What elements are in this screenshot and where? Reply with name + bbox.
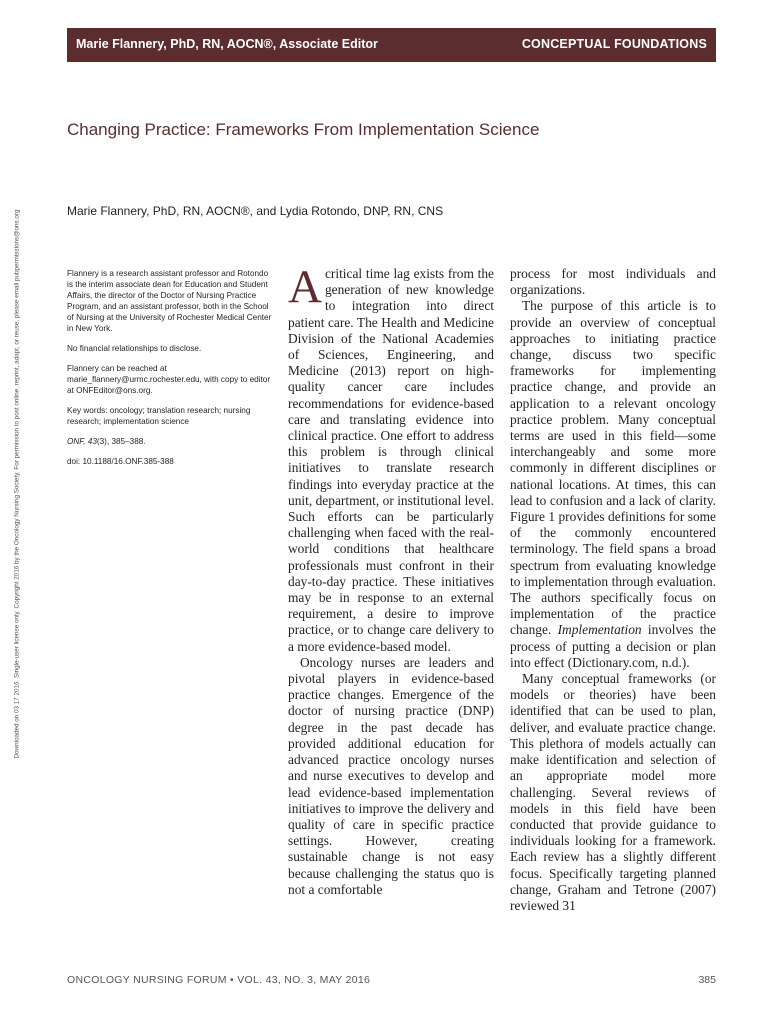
keywords: Key words: oncology; translation research; nursing research; implementation science xyxy=(67,406,251,426)
article-authors: Marie Flannery, PhD, RN, AOCN®, and Lydia Rotondo, DNP, RN, CNS xyxy=(67,204,444,218)
author-bio: Flannery is a research assistant professor and Rotondo is the interim associate dean for Education and Student Affairs, the director of the Doctor of Nursing Practice Program, and an assistant professor, both in the School of Nursing at the University of Rochester Medical Center in New York. xyxy=(67,269,272,333)
citation-journal: ONF, 43 xyxy=(67,437,97,446)
paragraph-text: critical time lag exists from the generation of new knowledge to integration into direct patient care. The Health and Medicine Division of the National Academies of Sciences, Engineering, and Medicine (2013) report on high-quality cancer care includes recommendations for evidence-based care and translating evidence into clinical practice. One effort to address this problem is through clinical initiatives to translate research findings into everyday practice at the unit, department, or institutional level. Such efforts can be particularly challenging when faced with the real-world conditions that healthcare professionals must confront in their day-to-day practice. These initiatives may be in response to an external requirement, a desire to improve practice, or to change care delivery to a more evidence-based model. xyxy=(288,266,494,654)
header-section: CONCEPTUAL FOUNDATIONS xyxy=(521,37,707,51)
page-number: 385 xyxy=(698,974,716,986)
article-title: Changing Practice: Frameworks From Implementation Science xyxy=(67,120,540,139)
drop-cap: A xyxy=(288,261,322,313)
footer-journal-info: ONCOLOGY NURSING FORUM • VOL. 43, NO. 3, MAY 2016 xyxy=(67,974,371,986)
body-paragraph xyxy=(510,298,716,671)
running-header xyxy=(67,28,716,62)
emphasized-term: Implementation xyxy=(557,622,642,638)
body-column-1 xyxy=(288,261,494,898)
citation-rest: (3), 385–388. xyxy=(96,437,146,446)
contact-info: Flannery can be reached at marie_flannery@urmc.rochester.edu, with copy to editor at ONFEditor@ons.org. xyxy=(67,364,271,395)
body-paragraph: Many conceptual frameworks (or models or theories) have been identified that can be used to plan, deliver, and evaluate practice change. This plethora of models actually can make identification and selection of an appropriate model more challenging. Several reviews of models in this field have been conducted that provide guidance to individuals looking for a framework. Each review has a slightly different focus. Specifically targeting planned change, Graham and Tetrone (2007) reviewed 31 xyxy=(510,671,716,913)
header-editor: Marie Flannery, PhD, RN, AOCN®, Associate Editor xyxy=(76,37,378,51)
body-column-2 xyxy=(510,266,716,914)
copyright-notice xyxy=(11,140,23,828)
copyright-notice-text: Downloaded on 03 17 2016. Single-user license only. Copyright 2016 by the Oncology Nursing Society. For permission to post online, reprint, adapt, or reuse, please email pubpermissions@ons.org xyxy=(13,209,21,759)
body-paragraph: Oncology nurses are leaders and pivotal players in evidence-based practice changes. Emergence of the doctor of nursing practice (DNP) degree in the past decade has provided additional education for advanced practice oncology nurses and nurse executives to develop and lead evidence-based implementation initiatives to improve the delivery and quality of care in specific practice settings. However, creating sustainable change is not easy because challenging the status quo is not a comfortable xyxy=(288,654,494,897)
paragraph-text: The purpose of this article is to provide an overview of conceptual approaches to initiating practice change, discuss two specific frameworks for implementing practice change, and provide an application to a relevant oncology practice problem. Many conceptual terms are used in this field—some interchangeably and some more commonly in different disciplines or national locations. At times, this can lead to confusion and a lack of clarity. Figure 1 provides definitions for some of the commonly encountered terminology. The field spans a broad spectrum from evaluating knowledge to implementation through evaluation. The authors specifically focus on implementation of the practice change. xyxy=(510,298,716,638)
paragraph-text: involves the process of putting a decision or plan into effect (Dictionary.com, n.d.). xyxy=(510,622,716,670)
citation xyxy=(67,436,273,447)
author-info-sidebar xyxy=(67,268,273,476)
body-paragraph: process for most individuals and organizations. xyxy=(510,266,716,298)
disclosure: No financial relationships to disclose. xyxy=(67,344,202,353)
body-paragraph xyxy=(288,261,494,655)
doi: doi: 10.1188/16.ONF.385-388 xyxy=(67,457,174,466)
